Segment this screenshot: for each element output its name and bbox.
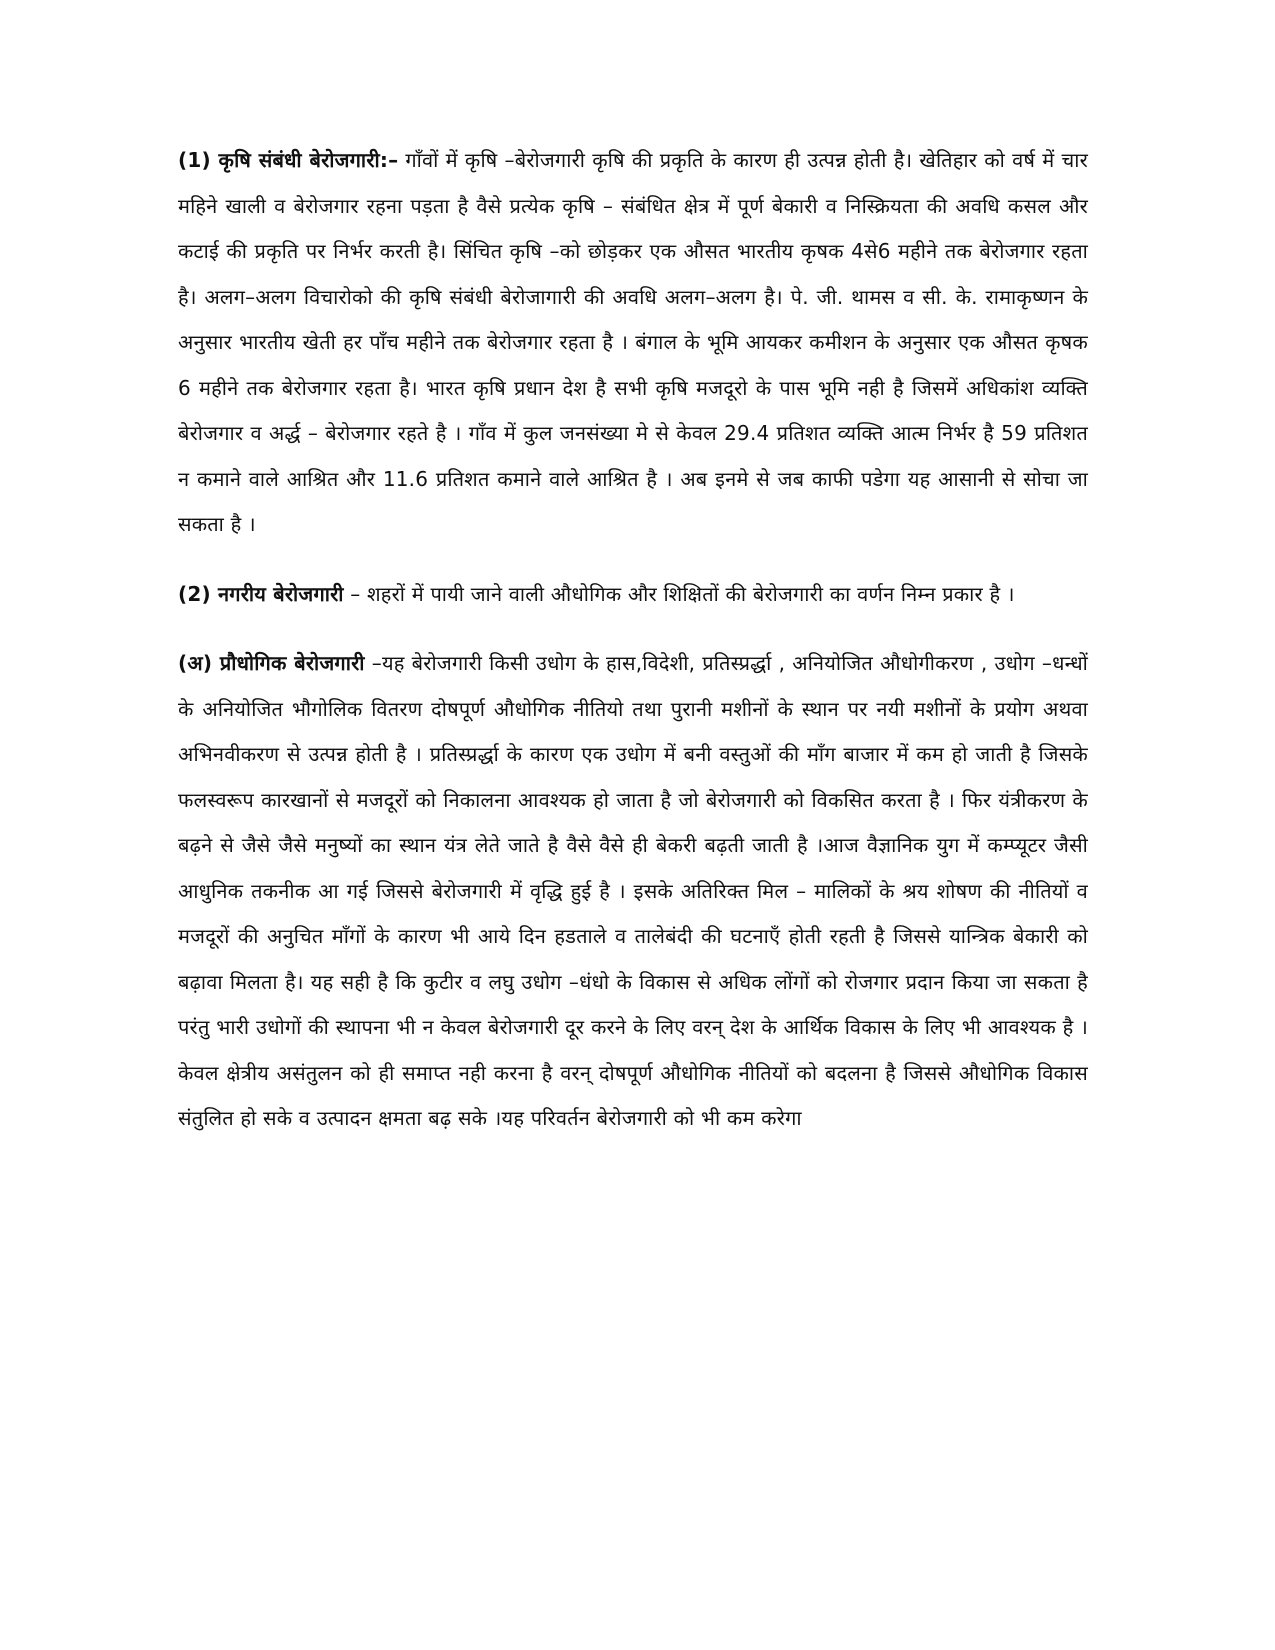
section-heading-agricultural: (1) कृषि संबंधी बेरोजगारी:– bbox=[178, 148, 399, 172]
section-text-agricultural: गाँवों में कृषि –बेरोजगारी कृषि की प्रकृति के कारण ही उत्पन्न होती है। खेतिहार को वर्ष में चार महिने खाली व बेरोजगार रहना पड़ता है वैसे प्रत्येक कृषि – संबंधित क्षेत्र में पूर्ण बेकारी व निस्क्रियता की अवधि कसल और कटाई की प्रकृति पर निर्भर करती है। सिंचित कृषि –को छोड़कर एक औसत भारतीय कृषक 4से6 महीने तक बेरोजगार रहता है। अलग–अलग विचारोको की कृषि संबंधी बेरोजागारी की अवधि अलग–अलग है। पे. जी. थामस व सी. के. रामाकृष्णन के अनुसार भारतीय खेती हर पाँच महीने तक बेरोजगार रहता है । बंगाल के भूमि आयकर कमीशन के अनुसार एक औसत कृषक 6 महीने तक बेरोजगार रहता है। भारत कृषि प्रधान देश है सभी कृषि मजदूरो के पास भूमि नही है जिसमें अधिकांश व्यक्ति बेरोजगार व अर्द्ध – बेरोजगार रहते है । गाँव में कुल जनसंख्या मे से केवल 29.4 प्रतिशत व्यक्ति आत्म निर्भर है 59 प्रतिशत न कमाने वाले आश्रित और 11.6 प्रतिशत कमाने वाले आश्रित है । अब इनमे से जब काफी पडेगा यह आसानी से सोचा जा सकता है । bbox=[178, 148, 1088, 536]
paragraph-urban-unemployment bbox=[178, 572, 1088, 618]
paragraph-agricultural-unemployment bbox=[178, 138, 1088, 548]
section-heading-technological: (अ) प्रौधोगिक बेरोजगारी bbox=[178, 651, 365, 675]
section-text-urban: – शहरों में पायी जाने वाली औधोगिक और शिक्षितों की बेरोजगारी का वर्णन निम्न प्रकार है । bbox=[343, 581, 1015, 606]
paragraph-technological-unemployment bbox=[178, 641, 1088, 1142]
section-text-technological: –यह बेरोजगारी किसी उधोग के हास,विदेशी, प्रतिस्प्रर्द्धा , अनियोजित औधोगीकरण , उधोग –धन्धों के अनियोजित भौगोलिक वितरण दोषपूर्ण औधोगिक नीतियो तथा पुरानी मशीनों के स्थान पर नयी मशीनों के प्रयोग अथवा अभिनवीकरण से उत्पन्न होती है । प्रतिस्प्रर्द्धा के कारण एक उधोग में बनी वस्तुओं की माँग बाजार में कम हो जाती है जिसके फलस्वरूप कारखानों से मजदूरों को निकालना आवश्यक हो जाता है जो बेरोजगारी को विकसित करता है । फिर यंत्रीकरण के बढ़ने से जैसे जैसे मनुष्यों का स्थान यंत्र लेते जाते है वैसे वैसे ही बेकरी बढ़ती जाती है ।आज वैज्ञानिक युग में कम्प्यूटर जैसी आधुनिक तकनीक आ गई जिससे बेरोजगारी में वृद्धि हुई है । इसके अतिरिक्त मिल – मालिकों के श्रय शोषण की नीतियों व मजदूरों की अनुचित माँगों के कारण भी आये दिन हडताले व तालेबंदी की घटनाएँ होती रहती है जिससे यान्त्रिक बेकारी को बढ़ावा मिलता है। यह सही है कि कुटीर व लघु उधोग –धंधो के विकास से अधिक लोंगों को रोजगार प्रदान किया जा सकता है परंतु भारी उधोगों की स्थापना भी न केवल बेरोजगारी दूर करने के लिए वरन् देश के आर्थिक विकास के लिए भी आवश्यक है । केवल क्षेत्रीय असंतुलन को ही समाप्त नही करना है वरन् दोषपूर्ण औधोगिक नीतियों को बदलना है जिससे औधोगिक विकास संतुलित हो सके व उत्पादन क्षमता बढ़ सके ।यह परिवर्तन बेरोजगारी को भी कम करेगा bbox=[178, 651, 1088, 1130]
document-body bbox=[178, 138, 1088, 1142]
section-heading-urban: (2) नगरीय बेरोजगारी bbox=[178, 581, 344, 606]
